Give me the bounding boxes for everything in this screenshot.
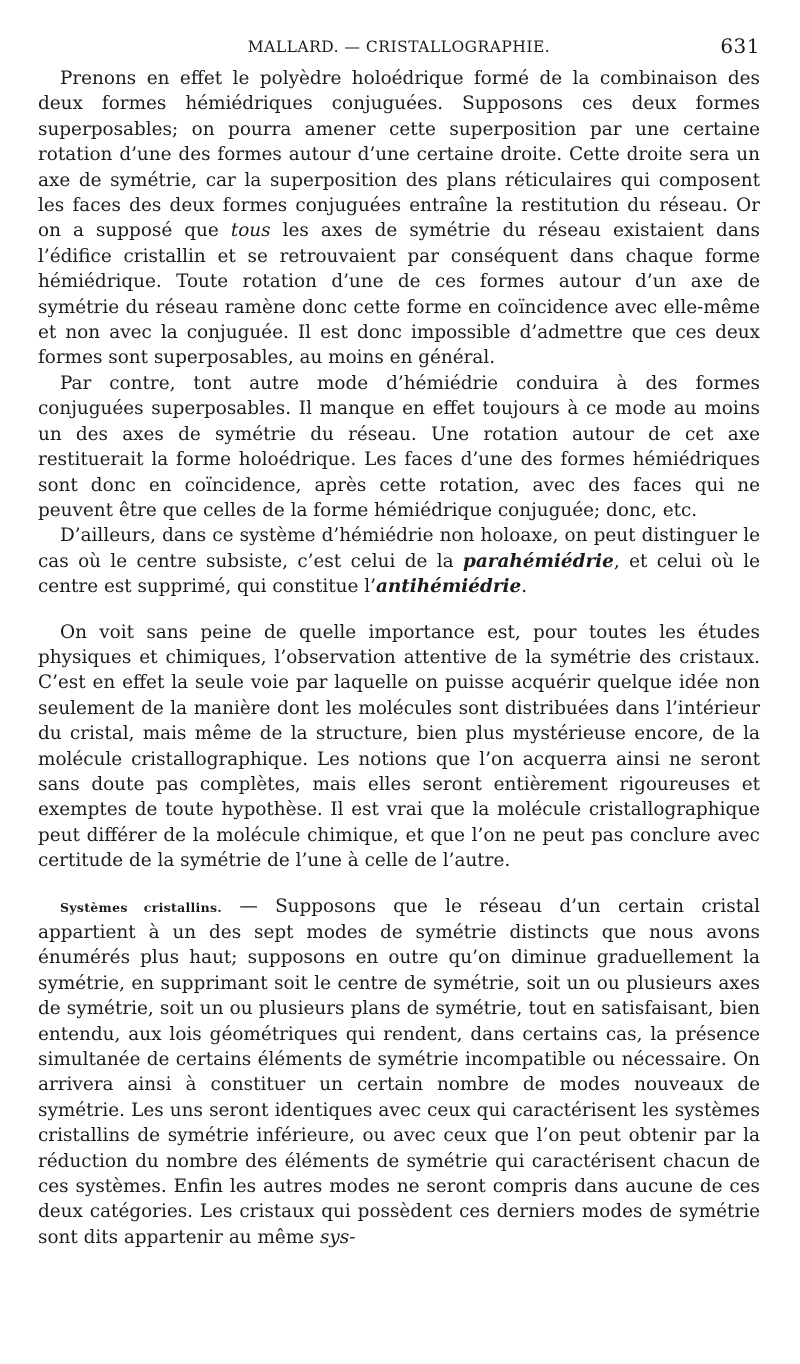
heading-dash: — [222, 895, 276, 917]
paragraph-gap [38, 874, 760, 894]
section-side-heading: Systèmes cristallins. [60, 899, 222, 915]
paragraph-gap [38, 600, 760, 620]
emphasis-tous: tous [230, 220, 271, 242]
paragraph-2: Par contre, tont autre mode d’hémiédrie conduira à des formes conjuguées superposables. Il manque en effet toujours à ce mode au moins un des axes de symétrie du réseau. Une rotation autour de cet axe restituerait la forme holoédrique. Les faces d’une des formes hémiédriques sont donc en coïncidence, après cette rotation, avec des faces qui ne peuvent être que celles de la forme hémiédrique conjuguée; donc, etc. [38, 372, 760, 521]
page-body [38, 66, 760, 1250]
paragraph-3-text-a: D’ailleurs, dans ce système d’hémiédrie non holoaxe, on peut distinguer le cas où le centre subsiste, c’est celui de la [38, 525, 760, 572]
term-antihemiedrie: antihémiédrie [375, 576, 522, 598]
running-head: MALLARD. — CRISTALLOGRAPHIE. [247, 38, 551, 56]
paragraph-3-text-c: . [521, 576, 528, 598]
paragraph-1-text-b: les axes de symétrie du réseau existaient dans l’édifice cristallin et se retrouvaient par conséquent dans chaque forme hémiédrique. Toute rotation d’une de ces formes autour d’un axe de symétrie du réseau ramène donc cette forme en coïncidence avec elle-même et non avec la conjuguée. Il est donc impossible d’admettre que ces deux formes sont superposables, au moins en général. [38, 220, 760, 369]
paragraph-1 [38, 66, 760, 371]
page-number: 631 [720, 34, 760, 58]
term-parahemiedrie: parahémiédrie [463, 550, 614, 572]
emphasis-sys: sys- [319, 1226, 356, 1248]
paragraph-1-text-a: Prenons en effet le polyèdre holoédrique formé de la combinaison des deux formes hémiédriques conjuguées. Supposons ces deux formes superposables; on pourra amener cette superposition par une certaine rotation d’une des formes autour d’une certaine droite. Cette droite sera un axe de symétrie, car la superposition des plans réticulaires qui composent les faces des deux formes conjuguées entraîne la restitution du réseau. Or on a supposé que [38, 68, 760, 242]
paragraph-4: On voit sans peine de quelle importance est, pour toutes les études physiques et chimiques, l’observation attentive de la symétrie des cristaux. C’est en effet la seule voie par laquelle on puisse acquérir quelque idée non seulement de la manière dont les molécules sont distribuées dans l’intérieur du cristal, mais même de la structure, bien plus mystérieuse encore, de la molécule cristallographique. Les notions que l’on acquerra ainsi ne seront sans doute pas complètes, mais elles seront entièrement rigoureuses et exemptes de toute hypothèse. Il est vrai que la molécule cristallographique peut différer de la molécule chimique, et que l’on ne peut pas conclure avec certitude de la symétrie de l’une à celle de l’autre. [38, 621, 760, 872]
paragraph-5-text: Supposons que le réseau d’un certain cristal appartient à un des sept modes de symétrie distincts que nous avons énumérés plus haut; supposons en outre qu’on diminue graduellement la symétrie, en supprimant soit le centre de symétrie, soit un ou plusieurs axes de symétrie, soit un ou plusieurs plans de symétrie, tout en satisfaisant, bien entendu, aux lois géométriques qui rendent, dans certains cas, la présence simultanée de certains éléments de symétrie incompatible ou nécessaire. On arrivera ainsi à constituer un certain nombre de modes nouveaux de symétrie. Les uns seront identiques avec ceux qui caractérisent les systèmes cristallins de symétrie inférieure, ou avec ceux que l’on peut obtenir par la réduction du nombre des éléments de symétrie qui caractérisent chacun de ces systèmes. Enfin les autres modes ne seront compris dans aucune de ces deux catégories. Les cristaux qui possèdent ces derniers modes de symétrie sont dits appartenir au même [38, 895, 760, 1248]
paragraph-5 [38, 894, 760, 1251]
paragraph-3 [38, 523, 760, 599]
paragraph-3-text-b: , et celui où le centre est supprimé, qui constitue l’ [38, 550, 760, 598]
page-header [38, 34, 760, 64]
